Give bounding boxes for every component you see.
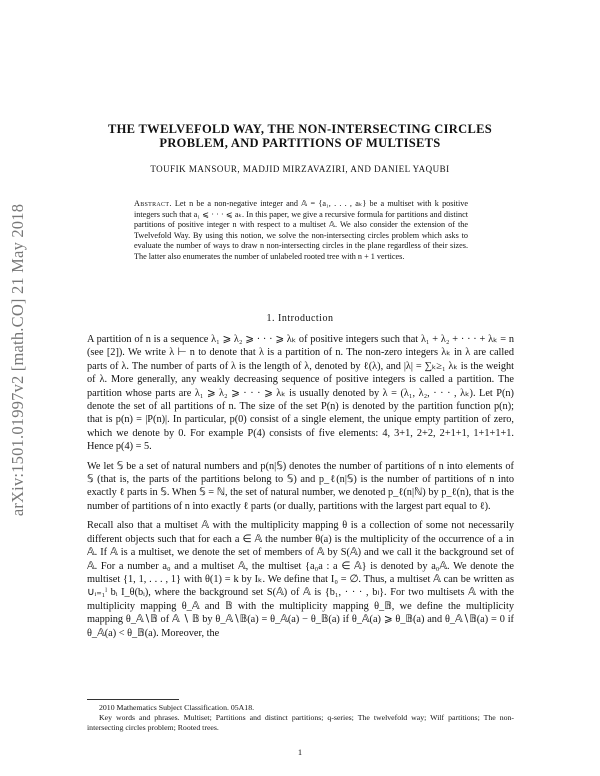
paper-title-line-1: THE TWELVEFOLD WAY, THE NON-INTERSECTING CIRCLES (108, 122, 492, 136)
abstract-label: Abstract. (134, 199, 172, 208)
footnotes (87, 703, 514, 733)
footnote-divider (87, 699, 179, 700)
paragraph: We let 𝕊 be a set of natural numbers and p(n|𝕊) denotes the number of partitions of n into elements of 𝕊 (that is, the parts of the partitions belong to 𝕊) and p_ℓ(n|𝕊) is the number of partitions of n into exactly ℓ parts in 𝕊. When 𝕊 = ℕ, the set of natural number, we denoted p_ℓ(n|ℕ) by p_ℓ(n), that is the number of partitions of n into exactly ℓ parts (or dually, partitions with the largest part equal to ℓ). (87, 460, 514, 512)
paper-title-line-2: PROBLEM, AND PARTITIONS OF MULTISETS (159, 136, 441, 150)
footnote-classification: 2010 Mathematics Subject Classification. 05A18. (99, 703, 255, 712)
footnote-keywords: Key words and phrases. Multiset; Partitions and distinct partitions; q-series; The twelvefold way; Wilf partitions; The non-intersecting circles problem; Rooted trees. (87, 713, 514, 732)
page-number: 1 (297, 747, 303, 757)
section-heading: 1. Introduction (266, 313, 334, 324)
arxiv-identifier-text: arXiv:1501.01997v2 [math.CO] 21 May 2018 (8, 203, 27, 517)
author-list: TOUFIK MANSOUR, MADJID MIRZAVAZIRI, AND DANIEL YAQUBI (150, 164, 450, 174)
body-text (87, 333, 514, 646)
paper-title (80, 122, 520, 150)
arxiv-identifier-stamp (6, 150, 30, 570)
abstract-text: Let n be a non-negative integer and 𝔸 = {a₁, . . . , aₖ} be a multiset with k positive integers such that a₁ ⩽ · · · ⩽ aₖ. In this paper, we give a recursive formula for partitions and distinct partitions of positive integer n with respect to a multiset 𝔸. We also consider the extension of the Twelvefold Way. By using this notion, we solve the non-intersecting circles problem which asks to evaluate the number of ways to draw n non-intersecting circles in the plane regardless of their sizes. The latter also enumerates the number of unlabeled rooted tree with n + 1 vertices. (134, 199, 469, 261)
paragraph: A partition of n is a sequence λ₁ ⩾ λ₂ ⩾ · · · ⩾ λₖ of positive integers such that λ₁ + λ₂ + · · · + λₖ = n (see [2]). We write λ ⊢ n to denote that λ is a partition of n. The non-zero integers λₖ in λ are called parts of λ. The number of parts of λ is the length of λ, denoted by ℓ(λ), and |λ| = ∑ₖ≥₁ λₖ is the weight of λ. More generally, any weakly decreasing sequence of positive integers is called a partition. The partition whose parts are λ₁ ⩾ λ₂ ⩾ · · · ⩾ λₖ is usually denoted by λ = (λ₁, λ₂, · · · , λₖ). Let P(n) denote the set of all partitions of n. The size of the set P(n) is denoted by the partition function p(n); that is p(n) = |P(n)|. In particular, p(0) consist of a single element, the unique empty partition of zero, which we denote by 0. For example P(4) consists of five elements: 4, 3+1, 2+2, 2+1+1, 1+1+1+1. Hence p(4) = 5. (87, 334, 514, 453)
paragraph: Recall also that a multiset 𝔸 with the multiplicity mapping θ is a collection of some not necessarily different objects such that for each a ∈ 𝔸 the number θ(a) is the multiplicity of the occurrence of a in 𝔸. If 𝔸 is a multiset, we denote the set of members of 𝔸 by S(𝔸) and we call it the background set of 𝔸. For a number a₀ and a multiset 𝔸, the multiset {a₀a : a ∈ 𝔸} is denoted by a₀𝔸. We denote the multiset {1, 1, . . . , 1} with θ(1) = k by Iₖ. We define that I₀ = ∅. Thus, a multiset 𝔸 can be written as ∪ᵢ₌₁ˡ bᵢ I_θ(bᵢ), where the background set S(𝔸) of 𝔸 is {b₁, · · · , bₗ}. For two multisets 𝔸 with the multiplicity mapping θ_𝔸 and 𝔹 with the multiplicity mapping θ_𝔹, we define the multiplicity mapping θ_𝔸∖𝔹 of 𝔸 ∖ 𝔹 by θ_𝔸∖𝔹(a) = θ_𝔸(a) − θ_𝔹(a) if θ_𝔸(a) ⩾ θ_𝔹(a) and θ_𝔸∖𝔹(a) = 0 if θ_𝔸(a) < θ_𝔹(a). Moreover, the (87, 520, 514, 639)
abstract (134, 199, 468, 263)
